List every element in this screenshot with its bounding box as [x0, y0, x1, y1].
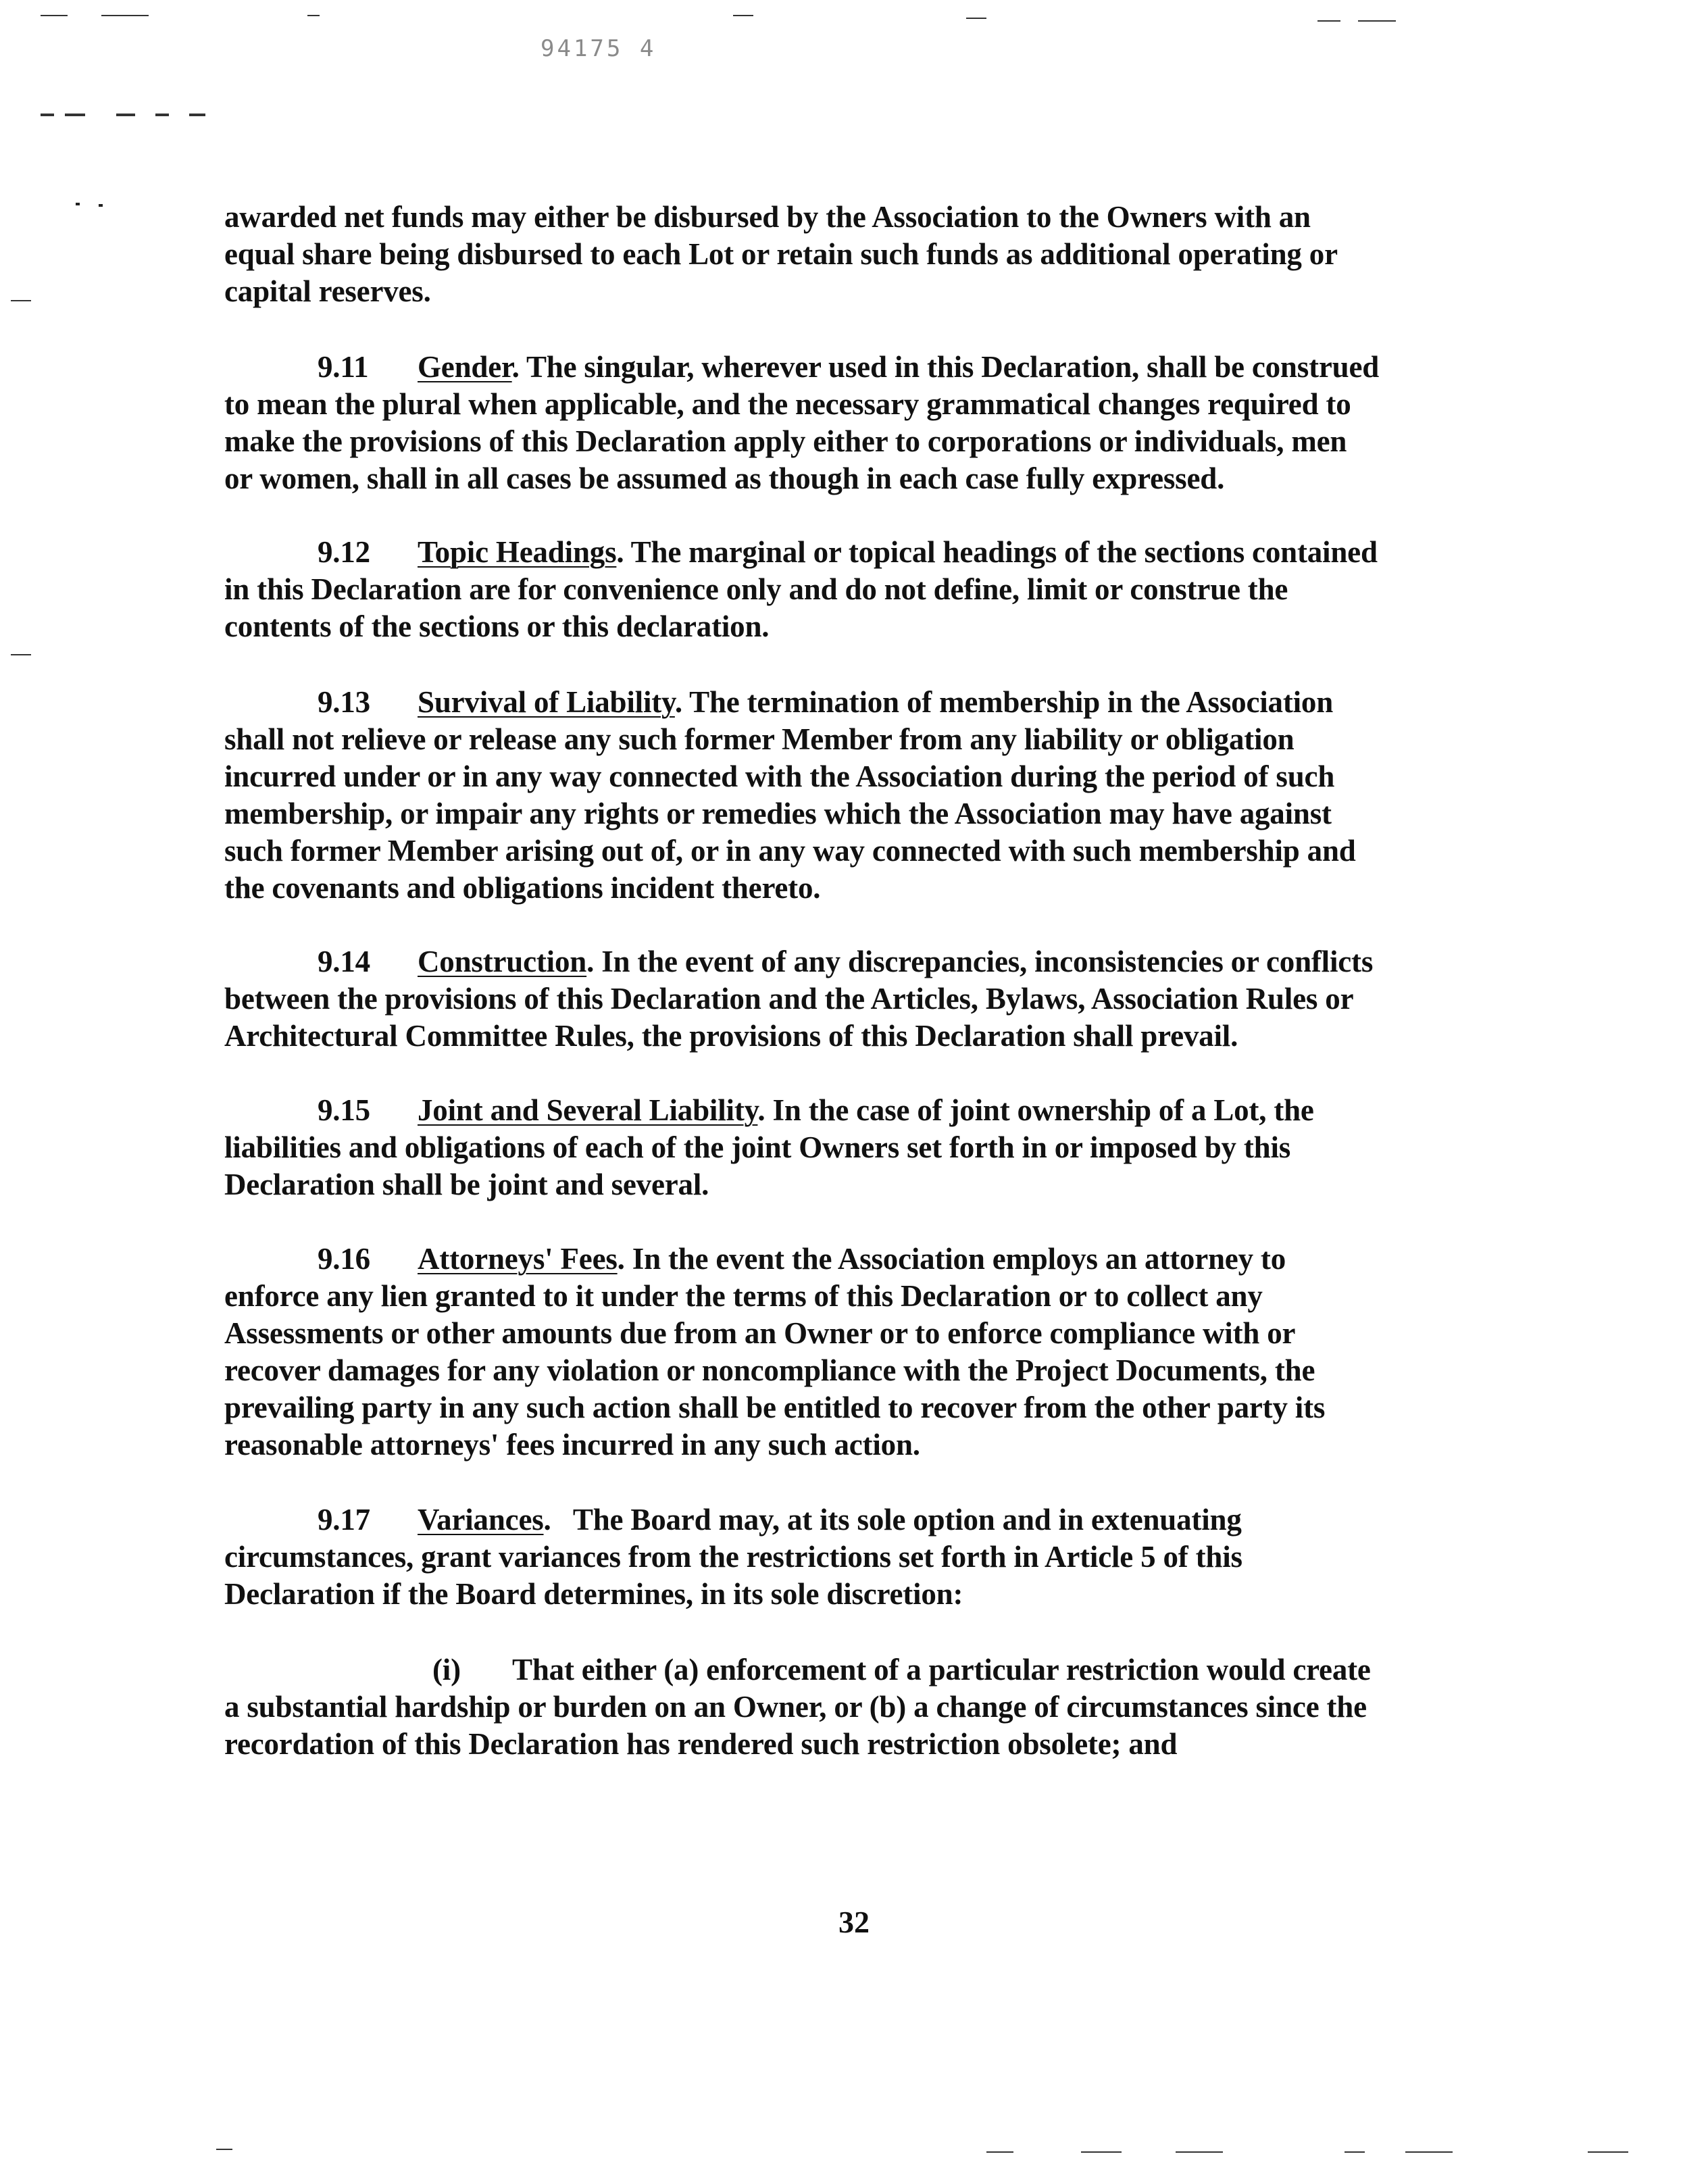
- section-first-line: [224, 1501, 1508, 1539]
- text-line: liabilities and obligations of each of the joint Owners set forth in or imposed by this: [224, 1130, 1291, 1164]
- text-line: such former Member arising out of, or in any way connected with such membership and: [224, 834, 1356, 868]
- text-line: recover damages for any violation or noncompliance with the Project Documents, the: [224, 1353, 1315, 1387]
- paragraph-continuation: [224, 199, 1508, 310]
- text-line: to mean the plural when applicable, and the necessary grammatical changes required to: [224, 387, 1351, 421]
- section-first-text: . In the event the Association employs an attorney to: [617, 1242, 1286, 1276]
- text-line: recordation of this Declaration has rendered such restriction obsolete; and: [224, 1727, 1178, 1761]
- text-line: in this Declaration are for convenience only and do not define, limit or construe the: [224, 572, 1288, 606]
- section-number: 9.14: [318, 945, 370, 978]
- scan-mark: [1081, 2151, 1122, 2153]
- scan-mark: [733, 15, 753, 16]
- scan-mark: [1345, 2151, 1365, 2153]
- scan-mark: [1358, 20, 1396, 22]
- section-number: 9.16: [318, 1242, 370, 1276]
- margin-mark: [11, 654, 31, 655]
- scan-mark: [116, 114, 135, 116]
- scan-mark: [41, 15, 68, 16]
- scan-mark: [966, 18, 986, 19]
- section-9-12: [224, 534, 1508, 645]
- section-first-line: [224, 684, 1508, 721]
- text-line: capital reserves.: [224, 274, 431, 308]
- text-line: prevailing party in any such action shall be entitled to recover from the other party its: [224, 1391, 1326, 1424]
- scan-mark: [101, 15, 149, 16]
- scan-mark: [155, 114, 169, 116]
- scan-mark: [1317, 20, 1340, 22]
- section-9-14: [224, 943, 1508, 1055]
- text-line: make the provisions of this Declaration apply either to corporations or individuals, men: [224, 424, 1347, 458]
- section-first-line: [224, 943, 1508, 980]
- section-heading: Variances: [418, 1503, 544, 1537]
- text-line: Declaration if the Board determines, in its sole discretion:: [224, 1577, 963, 1611]
- section-9-15: [224, 1092, 1508, 1203]
- section-heading: Joint and Several Liability: [418, 1093, 758, 1127]
- section-first-text: That either (a) enforcement of a particular restriction would create: [512, 1653, 1371, 1687]
- section-9-16: [224, 1241, 1508, 1464]
- scan-mark: [1176, 2151, 1223, 2153]
- scan-mark: [99, 204, 103, 207]
- text-line: a substantial hardship or burden on an Owner, or (b) a change of circumstances since the: [224, 1690, 1367, 1724]
- text-line: membership, or impair any rights or remedies which the Association may have against: [224, 797, 1332, 830]
- recording-stamp: 94175 4: [541, 35, 657, 62]
- section-9-17: [224, 1501, 1508, 1613]
- section-heading: Topic Headings: [418, 535, 617, 569]
- section-heading: Construction: [418, 945, 587, 978]
- text-line: or women, shall in all cases be assumed as though in each case fully expressed.: [224, 461, 1225, 495]
- section-heading: Survival of Liability: [418, 685, 675, 719]
- scan-mark: [76, 203, 80, 205]
- text-line: Declaration shall be joint and several.: [224, 1168, 709, 1201]
- scan-mark: [65, 114, 85, 116]
- subsection-number: (i): [432, 1653, 461, 1687]
- text-line: shall not relieve or release any such former Member from any liability or obligation: [224, 722, 1295, 756]
- section-number: 9.12: [318, 535, 370, 569]
- section-9-11: [224, 349, 1508, 497]
- section-number: 9.15: [318, 1093, 370, 1127]
- scan-mark: [1588, 2151, 1628, 2153]
- text-line: reasonable attorneys' fees incurred in any such action.: [224, 1428, 920, 1462]
- section-9-13: [224, 684, 1508, 907]
- section-heading: Gender: [418, 350, 512, 384]
- text-line: contents of the sections or this declaration.: [224, 609, 770, 643]
- section-first-line: [224, 1092, 1508, 1129]
- scan-mark: [216, 2149, 232, 2150]
- section-number: 9.11: [318, 350, 369, 384]
- section-number: 9.13: [318, 685, 370, 719]
- margin-mark: [11, 300, 31, 301]
- text-line: between the provisions of this Declaration and the Articles, Bylaws, Association Rules or: [224, 982, 1354, 1016]
- text-line: the covenants and obligations incident thereto.: [224, 871, 821, 905]
- section-first-text: . The Board may, at its sole option and in extenuating: [543, 1503, 1242, 1537]
- section-first-text: . In the event of any discrepancies, inconsistencies or conflicts: [586, 945, 1374, 978]
- text-line: circumstances, grant variances from the restrictions set forth in Article 5 of this: [224, 1540, 1242, 1574]
- section-first-text: . In the case of joint ownership of a Lot, the: [757, 1093, 1314, 1127]
- text-line: equal share being disbursed to each Lot or retain such funds as additional operating or: [224, 237, 1338, 271]
- section-first-line: [224, 1241, 1508, 1278]
- scan-mark: [1405, 2151, 1453, 2153]
- scan-mark: [307, 15, 320, 16]
- section-first-line: [224, 349, 1508, 386]
- section-first-text: . The marginal or topical headings of the sections contained: [616, 535, 1378, 569]
- scan-mark: [986, 2151, 1013, 2153]
- section-number: 9.17: [318, 1503, 370, 1537]
- section-first-text: . The singular, wherever used in this Declaration, shall be construed: [511, 350, 1380, 384]
- section-first-text: . The termination of membership in the Association: [674, 685, 1334, 719]
- text-line: awarded net funds may either be disbursed by the Association to the Owners with an: [224, 200, 1311, 234]
- subsection-i: [224, 1651, 1508, 1763]
- section-first-line: [224, 534, 1508, 571]
- text-line: incurred under or in any way connected with the Association during the period of such: [224, 759, 1335, 793]
- scan-mark: [189, 114, 205, 116]
- text-line: Architectural Committee Rules, the provisions of this Declaration shall prevail.: [224, 1019, 1238, 1053]
- scan-mark: [41, 114, 54, 116]
- section-heading: Attorneys' Fees: [418, 1242, 618, 1276]
- text-line: Assessments or other amounts due from an Owner or to enforce compliance with or: [224, 1316, 1296, 1350]
- text-line: enforce any lien granted to it under the terms of this Declaration or to collect any: [224, 1279, 1263, 1313]
- page-number: 32: [838, 1905, 870, 1939]
- section-first-line: [224, 1651, 1508, 1689]
